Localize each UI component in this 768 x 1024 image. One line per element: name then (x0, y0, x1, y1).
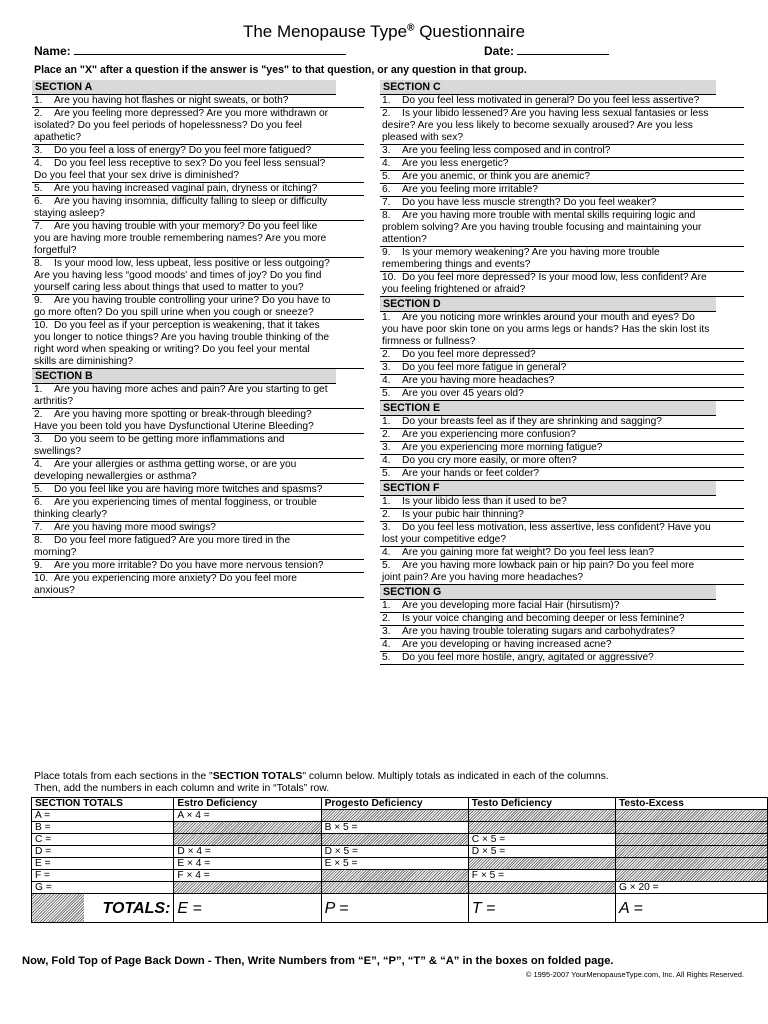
question-number: 5. (382, 560, 391, 571)
question-text: Are you experiencing times of mental fogginess, or trouble thinking clearly? (34, 497, 317, 520)
question-text: Are you feeling less composed and in control? (402, 145, 611, 156)
hatched-cell (615, 834, 767, 846)
question-item[interactable] (32, 258, 364, 295)
question-number: 5. (382, 388, 391, 399)
question-item[interactable] (32, 573, 364, 598)
question-text: Are you feeling more irritable? (402, 184, 538, 195)
question-number: 10. (382, 272, 397, 283)
question-number: 8. (382, 210, 391, 221)
question-text: Are you having more trouble with mental skills requiring logic and problem solving? Are you having trouble focusing and maintaining your attention? (382, 210, 702, 245)
question-text: Are you experiencing more morning fatigue? (402, 442, 603, 453)
question-number: 1. (382, 416, 391, 427)
table-cell[interactable]: F × 4 = (174, 870, 321, 882)
name-field[interactable] (74, 43, 346, 55)
hatched-cell (615, 810, 767, 822)
question-number: 3. (34, 434, 43, 445)
question-item[interactable] (380, 600, 744, 613)
question-number: 6. (34, 196, 43, 207)
question-item[interactable] (32, 560, 364, 573)
question-text: Do you feel more fatigued? Are you more tired in the morning? (34, 535, 291, 558)
total-cell[interactable]: P = (321, 894, 468, 923)
question-item[interactable] (380, 496, 744, 509)
question-number: 3. (382, 626, 391, 637)
question-item[interactable] (380, 184, 744, 197)
table-cell[interactable]: F × 5 = (468, 870, 615, 882)
table-cell[interactable]: D = (32, 846, 174, 858)
question-number: 3. (382, 442, 391, 453)
question-item[interactable] (380, 509, 744, 522)
question-number: 10. (34, 573, 49, 584)
question-item[interactable] (380, 652, 744, 665)
table-header: SECTION TOTALS (32, 798, 174, 810)
registered-mark: ® (407, 22, 415, 34)
hatched-cell (615, 870, 767, 882)
totals-table (31, 797, 768, 923)
question-item[interactable] (380, 416, 744, 429)
question-text: Do you feel more hostile, angry, agitated or aggressive? (402, 652, 654, 663)
question-item[interactable] (32, 535, 364, 560)
question-number: 9. (34, 560, 43, 571)
question-text: Do you feel more fatigue in general? (402, 362, 567, 373)
question-text: Is your pubic hair thinning? (402, 509, 524, 520)
question-item[interactable] (380, 272, 744, 297)
question-text: Are you over 45 years old? (402, 388, 524, 399)
table-cell[interactable]: D × 5 = (321, 846, 468, 858)
table-row (32, 858, 768, 870)
hatched-cell (321, 882, 468, 894)
table-row (32, 882, 768, 894)
left-section-header: SECTION B (32, 369, 336, 384)
question-text: Is your libido less than it used to be? (402, 496, 567, 507)
question-text: Do you feel a loss of energy? Do you feel more fatigued? (54, 145, 312, 156)
question-text: Are you having trouble with your memory? Do you feel like you are having more trouble remembering names? Are you more forgetful? (34, 221, 327, 256)
question-number: 1. (382, 312, 391, 323)
name-label: Name: (34, 44, 71, 58)
hatched-cell (615, 822, 767, 834)
question-number: 7. (34, 522, 43, 533)
table-cell[interactable]: E × 4 = (174, 858, 321, 870)
question-number: 2. (382, 108, 391, 119)
question-text: Are you having more aches and pain? Are you starting to get arthritis? (34, 384, 328, 407)
question-text: Are you noticing more wrinkles around your mouth and eyes? Do you have poor skin tone on you arms legs or hands? Has the skin lost its firmness or fullness? (382, 312, 710, 347)
question-number: 4. (34, 158, 43, 169)
fold-instruction: Now, Fold Top of Page Back Down - Then, Write Numbers from “E”, “P”, “T” & “A” in the boxes on folded page. (22, 955, 614, 967)
table-cell[interactable]: A × 4 = (174, 810, 321, 822)
question-text: Are you having trouble tolerating sugars and carbohydrates? (402, 626, 675, 637)
question-item[interactable] (32, 158, 364, 183)
question-item[interactable] (380, 95, 744, 108)
question-item[interactable] (380, 547, 744, 560)
question-number: 4. (382, 375, 391, 386)
hatched-cell (321, 810, 468, 822)
copyright: © 1995-2007 YourMenopauseType.com, Inc. All Rights Reserved. (525, 970, 744, 979)
question-item[interactable] (380, 171, 744, 184)
hatched-cell (174, 822, 321, 834)
question-text: Are you having more lowback pain or hip pain? Do you feel more joint pain? Are you having more headaches? (382, 560, 695, 583)
question-item[interactable] (32, 409, 364, 434)
right-section-header: SECTION E (380, 401, 716, 416)
question-item[interactable] (380, 639, 744, 652)
table-header: Progesto Deficiency (321, 798, 468, 810)
hatched-cell (174, 882, 321, 894)
question-item[interactable] (380, 197, 744, 210)
hatched-cell (615, 846, 767, 858)
table-cell[interactable]: C × 5 = (468, 834, 615, 846)
question-number: 5. (382, 468, 391, 479)
question-number: 2. (34, 409, 43, 420)
question-text: Do you feel like you are having more twitches and spasms? (54, 484, 323, 495)
question-item[interactable] (380, 560, 744, 585)
question-item[interactable] (380, 375, 744, 388)
question-item[interactable] (32, 384, 364, 409)
table-cell[interactable]: G × 20 = (615, 882, 767, 894)
question-number: 6. (382, 184, 391, 195)
table-cell[interactable]: B × 5 = (321, 822, 468, 834)
question-number: 4. (382, 639, 391, 650)
question-item[interactable] (32, 459, 364, 484)
table-header: Estro Deficiency (174, 798, 321, 810)
question-number: 5. (382, 652, 391, 663)
table-row (32, 822, 768, 834)
hatched-cell (174, 834, 321, 846)
totals-row (32, 894, 768, 923)
left-column (32, 80, 364, 598)
question-text: Is your memory weakening? Are you having more trouble remembering things and events? (382, 247, 660, 270)
question-number: 9. (34, 295, 43, 306)
table-cell[interactable]: D × 4 = (174, 846, 321, 858)
question-item[interactable] (380, 613, 744, 626)
question-text: Are you having more headaches? (402, 375, 555, 386)
table-header: Testo-Excess (615, 798, 767, 810)
right-section-header: SECTION D (380, 297, 716, 312)
question-number: 3. (382, 522, 391, 533)
totals-instructions-line2: Then, add the numbers in each column and write in “Totals” row. (34, 783, 330, 794)
question-text: Are you having hot flashes or night sweats, or both? (54, 95, 289, 106)
question-item[interactable] (380, 468, 744, 481)
table-row (32, 834, 768, 846)
question-number: 4. (382, 158, 391, 169)
question-text: Do you feel more depressed? Is your mood low, less confident? Are you feeling frightened or afraid? (382, 272, 707, 295)
totals-instructions-line1: Place totals from each sections in the "SECTION TOTALS" column below. Multiply totals as indicated in each of the columns. (34, 771, 609, 782)
right-column (380, 80, 744, 665)
question-number: 6. (34, 497, 43, 508)
hatched-cell (468, 858, 615, 870)
total-cell[interactable]: A = (615, 894, 767, 923)
title-suffix: Questionnaire (414, 22, 526, 41)
table-row (32, 810, 768, 822)
question-text: Are you anemic, or think you are anemic? (402, 171, 590, 182)
table-cell[interactable]: E = (32, 858, 174, 870)
question-item[interactable] (380, 429, 744, 442)
question-text: Do you have less muscle strength? Do you feel weaker? (402, 197, 657, 208)
question-item[interactable] (380, 108, 744, 145)
question-number: 3. (382, 362, 391, 373)
right-section-header: SECTION G (380, 585, 716, 600)
right-section-header: SECTION F (380, 481, 716, 496)
question-text: Are you developing or having increased acne? (402, 639, 612, 650)
instructions: Place an "X" after a question if the answer is "yes" to that question, or any question in that group. (34, 64, 527, 76)
question-text: Are you gaining more fat weight? Do you feel less lean? (402, 547, 655, 558)
hatched-cell (321, 834, 468, 846)
question-item[interactable] (32, 484, 364, 497)
date-row (484, 43, 609, 58)
question-text: Are you having insomnia, difficulty falling to sleep or difficulty staying asleep? (34, 196, 328, 219)
left-section-header: SECTION A (32, 80, 336, 95)
question-item[interactable] (380, 455, 744, 468)
question-item[interactable] (380, 349, 744, 362)
question-text: Are you having trouble controlling your urine? Do you have to go more often? Do you spill urine when you cough or sneeze? (34, 295, 331, 318)
question-item[interactable] (32, 108, 364, 145)
question-item[interactable] (32, 183, 364, 196)
hatched-cell (615, 858, 767, 870)
question-number: 7. (34, 221, 43, 232)
question-item[interactable] (32, 221, 364, 258)
table-cell[interactable]: G = (32, 882, 174, 894)
question-item[interactable] (32, 145, 364, 158)
question-text: Is your mood low, less upbeat, less positive or less outgoing? Are you having less “good moods' and times of joy? Do you find yourself caring less about things that used to matter to you? (34, 258, 330, 293)
question-item[interactable] (32, 522, 364, 535)
question-item[interactable] (32, 497, 364, 522)
question-number: 7. (382, 197, 391, 208)
hatched-cell (468, 822, 615, 834)
question-item[interactable] (380, 158, 744, 171)
question-text: Do you cry more easily, or more often? (402, 455, 577, 466)
title-text: The Menopause Type (242, 22, 408, 41)
question-item[interactable] (380, 247, 744, 272)
question-number: 5. (34, 183, 43, 194)
question-text: Are you experiencing more anxiety? Do you feel more anxious? (34, 573, 297, 596)
question-text: Do your breasts feel as if they are shrinking and sagging? (402, 416, 662, 427)
question-number: 5. (34, 484, 43, 495)
table-cell[interactable]: D × 5 = (468, 846, 615, 858)
table-row (32, 846, 768, 858)
question-item[interactable] (32, 434, 364, 459)
question-item[interactable] (380, 388, 744, 401)
question-text: Are you experiencing more confusion? (402, 429, 576, 440)
question-text: Are you having increased vaginal pain, dryness or itching? (54, 183, 318, 194)
question-number: 8. (34, 535, 43, 546)
question-item[interactable] (32, 295, 364, 320)
question-text: Do you feel as if your perception is weakening, that it takes you longer to notice things? Are you having trouble thinking of the right word when speaking or writing? Do you feel your mental skills are diminishing? (34, 320, 330, 367)
question-number: 8. (34, 258, 43, 269)
question-text: Are you having more mood swings? (54, 522, 216, 533)
question-item[interactable] (380, 362, 744, 375)
question-item[interactable] (380, 442, 744, 455)
question-item[interactable] (380, 210, 744, 247)
total-cell[interactable]: E = (174, 894, 321, 923)
question-number: 2. (382, 613, 391, 624)
question-text: Are your hands or feet colder? (402, 468, 540, 479)
question-number: 2. (382, 429, 391, 440)
question-text: Is your libido lessened? Are you having less sexual fantasies or less desire? Are you less likely to become sexually aroused? Are you less pleased with sex? (382, 108, 709, 143)
question-number: 4. (382, 455, 391, 466)
table-cell[interactable]: C = (32, 834, 174, 846)
question-text: Are you developing more facial Hair (hirsutism)? (402, 600, 620, 611)
table-cell[interactable]: B = (32, 822, 174, 834)
date-field[interactable] (517, 43, 609, 55)
question-number: 3. (34, 145, 43, 156)
question-item[interactable] (32, 320, 364, 369)
question-item[interactable] (380, 626, 744, 639)
question-text: Do you feel less receptive to sex? Do you feel less sensual? Do you feel that your sex drive is diminished? (34, 158, 326, 181)
question-text: Are you feeling more depressed? Are you more withdrawn or isolated? Do you feel periods of hopelessness? Do you feel apathetic? (34, 108, 329, 143)
totals-instructions (34, 771, 609, 795)
question-number: 1. (382, 600, 391, 611)
hatched-cell (468, 810, 615, 822)
question-number: 4. (382, 547, 391, 558)
question-number: 2. (382, 509, 391, 520)
table-row (32, 870, 768, 882)
table-cell[interactable]: E × 5 = (321, 858, 468, 870)
question-text: Do you seem to be getting more inflammations and swellings? (34, 434, 285, 457)
hatched-cell (321, 870, 468, 882)
question-text: Are your allergies or asthma getting worse, or are you developing newallergies or asthma? (34, 459, 297, 482)
question-number: 4. (34, 459, 43, 470)
table-cell[interactable]: A = (32, 810, 174, 822)
question-item[interactable] (380, 312, 744, 349)
question-text: Is your voice changing and becoming deeper or less feminine? (402, 613, 685, 624)
table-cell[interactable]: F = (32, 870, 174, 882)
question-item[interactable] (380, 522, 744, 547)
hatched-cell (468, 882, 615, 894)
totals-label: TOTALS: (32, 894, 174, 923)
question-text: Do you feel less motivation, less assertive, less confident? Have you lost your competitive edge? (382, 522, 711, 545)
question-text: Are you having more spotting or break-through bleeding? Have you been told you have Dysfunctional Uterine Bleeding? (34, 409, 314, 432)
question-text: Do you feel more depressed? (402, 349, 536, 360)
question-number: 9. (382, 247, 391, 258)
question-item[interactable] (380, 145, 744, 158)
date-label: Date: (484, 44, 515, 58)
question-number: 1. (34, 384, 43, 395)
question-number: 5. (382, 171, 391, 182)
question-item[interactable] (32, 95, 364, 108)
question-text: Are you less energetic? (402, 158, 509, 169)
name-row (34, 43, 346, 58)
question-item[interactable] (32, 196, 364, 221)
table-header: Testo Deficiency (468, 798, 615, 810)
question-number: 1. (34, 95, 43, 106)
total-cell[interactable]: T = (468, 894, 615, 923)
question-number: 1. (382, 95, 391, 106)
question-number: 1. (382, 496, 391, 507)
question-number: 10. (34, 320, 49, 331)
question-number: 2. (34, 108, 43, 119)
page-title (0, 22, 768, 42)
question-number: 3. (382, 145, 391, 156)
question-number: 2. (382, 349, 391, 360)
question-text: Do you feel less motivated in general? Do you feel less assertive? (402, 95, 700, 106)
question-text: Are you more irritable? Do you have more nervous tension? (54, 560, 324, 571)
right-section-header: SECTION C (380, 80, 716, 95)
